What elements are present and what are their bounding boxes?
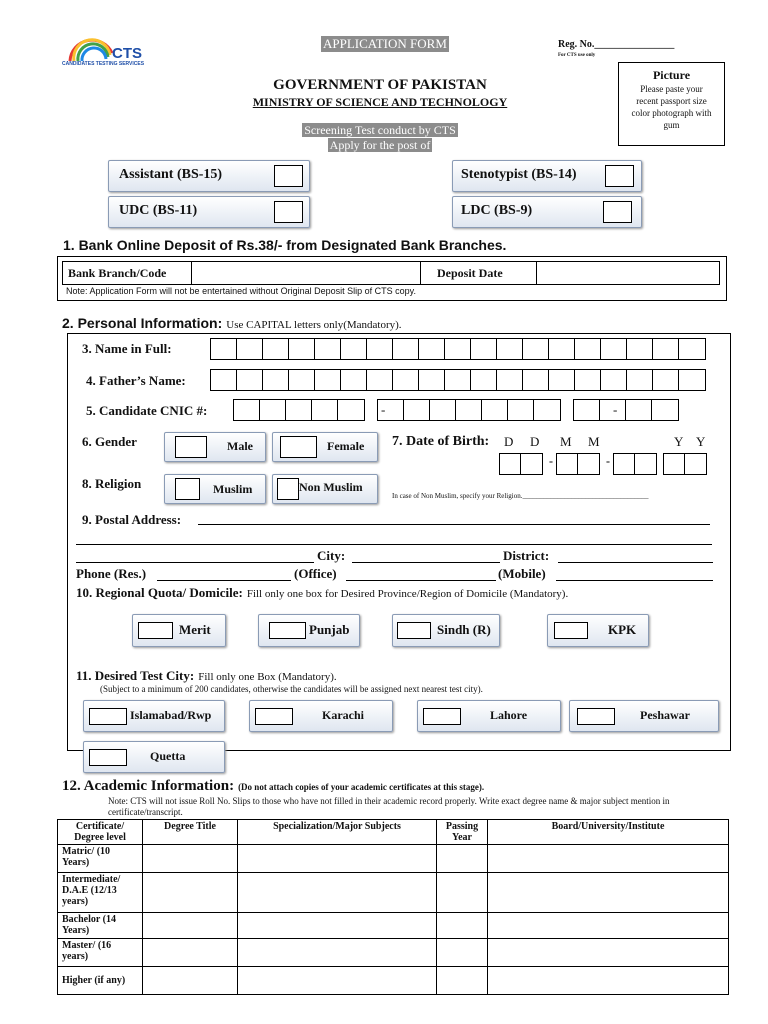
name-char-cell[interactable] bbox=[314, 338, 342, 360]
reg-no: Reg. No.________________ bbox=[558, 39, 675, 50]
post-label: Stenotypist (BS-14) bbox=[461, 167, 577, 182]
religion-note: In case of Non Muslim, specify your Religion.____________________________________ bbox=[392, 492, 649, 500]
table-cell[interactable] bbox=[143, 967, 238, 995]
cnic-char-cell[interactable] bbox=[259, 399, 287, 421]
father-char-cell[interactable] bbox=[626, 369, 654, 391]
office-line[interactable] bbox=[346, 566, 496, 581]
row-label: Intermediate/ D.A.E (12/13 years) bbox=[58, 873, 143, 913]
sindh-label: Sindh (R) bbox=[437, 622, 491, 637]
bank-branch-label: Bank Branch/Code bbox=[68, 266, 167, 280]
screening-text bbox=[230, 123, 530, 153]
cnic-char-cell[interactable] bbox=[625, 399, 653, 421]
mobile-label: (Mobile) bbox=[498, 566, 546, 581]
non-muslim-label: Non Muslim bbox=[299, 480, 363, 494]
academic-heading-row bbox=[62, 777, 484, 795]
city-lahore[interactable] bbox=[417, 700, 561, 732]
postal-label: 9. Postal Address: bbox=[82, 512, 182, 527]
muslim-checkbox[interactable] bbox=[175, 478, 200, 500]
female-checkbox[interactable] bbox=[280, 436, 317, 458]
col-degree-title: Degree Title bbox=[143, 820, 238, 845]
ministry-title: MINISTRY OF SCIENCE AND TECHNOLOGY bbox=[252, 95, 508, 109]
post-ldc[interactable] bbox=[452, 196, 642, 228]
city-heading-row bbox=[76, 667, 337, 685]
father-char-cell[interactable] bbox=[366, 369, 394, 391]
gender-female[interactable] bbox=[272, 432, 378, 462]
quota-kpk[interactable] bbox=[547, 614, 649, 647]
post-stenotypist[interactable] bbox=[452, 160, 642, 192]
father-char-cell[interactable] bbox=[314, 369, 342, 391]
peshawar-label: Peshawar bbox=[640, 708, 690, 722]
father-char-cell[interactable] bbox=[496, 369, 524, 391]
quetta-checkbox[interactable] bbox=[89, 749, 127, 766]
father-char-cell[interactable] bbox=[340, 369, 368, 391]
lahore-checkbox[interactable] bbox=[423, 708, 461, 725]
city-karachi[interactable] bbox=[249, 700, 393, 732]
table-cell[interactable] bbox=[488, 913, 729, 939]
father-char-cell[interactable] bbox=[418, 369, 446, 391]
name-char-cell[interactable] bbox=[574, 338, 602, 360]
peshawar-checkbox[interactable] bbox=[577, 708, 615, 725]
bank-table bbox=[57, 256, 727, 301]
name-char-cell[interactable] bbox=[262, 338, 290, 360]
city-line[interactable] bbox=[352, 548, 500, 563]
quota-sindh[interactable] bbox=[392, 614, 500, 647]
cnic-char-cell[interactable] bbox=[651, 399, 679, 421]
col-specialization: Specialization/Major Subjects bbox=[238, 820, 437, 845]
deposit-date-label: Deposit Date bbox=[437, 266, 503, 280]
table-cell[interactable] bbox=[238, 845, 437, 873]
kpk-checkbox[interactable] bbox=[554, 622, 588, 639]
lahore-label: Lahore bbox=[490, 708, 528, 722]
father-char-cell[interactable] bbox=[288, 369, 316, 391]
dob-letter-m2: M bbox=[588, 434, 600, 449]
father-char-cell[interactable] bbox=[600, 369, 628, 391]
table-cell[interactable] bbox=[143, 873, 238, 913]
name-char-cell[interactable] bbox=[678, 338, 706, 360]
dob-char-cell[interactable] bbox=[499, 453, 522, 475]
dob-char-cell[interactable] bbox=[577, 453, 600, 475]
father-char-cell[interactable] bbox=[548, 369, 576, 391]
dob-char-cell[interactable] bbox=[663, 453, 686, 475]
dob-char-cell[interactable] bbox=[613, 453, 636, 475]
table-row bbox=[58, 873, 729, 913]
quetta-label: Quetta bbox=[150, 749, 186, 763]
name-char-cell[interactable] bbox=[600, 338, 628, 360]
bank-note: Note: Application Form will not be entertained without Original Deposit Slip of CTS copy. bbox=[66, 286, 417, 296]
non-muslim-checkbox[interactable] bbox=[277, 478, 299, 500]
row-label: Matric/ (10 Years) bbox=[58, 845, 143, 873]
dob-letter-d2: D bbox=[530, 434, 540, 449]
dob-char-cell[interactable] bbox=[556, 453, 579, 475]
post-label: Assistant (BS-15) bbox=[119, 167, 223, 182]
quota-punjab[interactable] bbox=[258, 614, 360, 647]
apply-line: Apply for the post of bbox=[329, 138, 431, 152]
reg-note: For CTS use only bbox=[558, 53, 596, 58]
name-char-cell[interactable] bbox=[444, 338, 472, 360]
karachi-label: Karachi bbox=[322, 708, 364, 722]
logo-text: CTS bbox=[112, 45, 142, 62]
cnic-char-cell[interactable] bbox=[481, 399, 509, 421]
city-note: Fill only one Box (Mandatory). bbox=[198, 671, 337, 683]
phone-line[interactable] bbox=[157, 566, 291, 581]
city-label: City: bbox=[317, 548, 346, 563]
sindh-checkbox[interactable] bbox=[397, 622, 431, 639]
quota-merit[interactable] bbox=[132, 614, 226, 647]
city-subnote: (Subject to a minimum of 200 candidates, otherwise the candidates will be assigned next nearest test city). bbox=[100, 684, 483, 694]
name-char-cell[interactable] bbox=[236, 338, 264, 360]
father-char-cell[interactable] bbox=[470, 369, 498, 391]
name-char-cell[interactable] bbox=[392, 338, 420, 360]
name-char-cell[interactable] bbox=[652, 338, 680, 360]
dob-letter-d1: D bbox=[504, 434, 514, 449]
father-char-cell[interactable] bbox=[574, 369, 602, 391]
religion-label: 8. Religion bbox=[82, 476, 142, 491]
cnic-char-cell[interactable] bbox=[233, 399, 261, 421]
table-cell[interactable] bbox=[488, 967, 729, 995]
father-char-cell[interactable] bbox=[392, 369, 420, 391]
punjab-checkbox[interactable] bbox=[269, 622, 306, 639]
mobile-line[interactable] bbox=[556, 566, 713, 581]
dob-char-cell[interactable] bbox=[520, 453, 543, 475]
screening-line: Screening Test conduct by CTS bbox=[304, 123, 456, 137]
district-line[interactable] bbox=[558, 548, 713, 563]
table-row bbox=[58, 913, 729, 939]
deposit-date-input[interactable] bbox=[536, 262, 719, 284]
col-certificate: Certificate/ Degree level bbox=[58, 820, 143, 845]
father-char-cell[interactable] bbox=[210, 369, 238, 391]
name-char-cell[interactable] bbox=[340, 338, 368, 360]
name-char-cell[interactable] bbox=[522, 338, 550, 360]
post-udc[interactable] bbox=[108, 196, 310, 228]
row-label: Higher (if any) bbox=[58, 967, 143, 995]
cnic-dash-2: - bbox=[613, 402, 618, 417]
islamabad-checkbox[interactable] bbox=[89, 708, 127, 725]
bank-row bbox=[62, 261, 720, 285]
district-label: District: bbox=[503, 548, 550, 563]
table-cell[interactable] bbox=[238, 967, 437, 995]
gov-title: GOVERNMENT OF PAKISTAN bbox=[273, 77, 487, 93]
city-heading: 11. Desired Test City: bbox=[76, 668, 195, 683]
office-label: (Office) bbox=[294, 566, 337, 581]
col-passing-year: Passing Year bbox=[437, 820, 488, 845]
gender-male[interactable] bbox=[164, 432, 266, 462]
quota-heading: 10. Regional Quota/ Domicile: bbox=[76, 585, 243, 600]
row-label: Master/ (16 years) bbox=[58, 939, 143, 967]
male-label: Male bbox=[227, 439, 253, 453]
post-label: UDC (BS-11) bbox=[119, 203, 198, 218]
father-char-cell[interactable] bbox=[236, 369, 264, 391]
row-label: Bachelor (14 Years) bbox=[58, 913, 143, 939]
table-cell[interactable] bbox=[238, 873, 437, 913]
dob-letter-m1: M bbox=[560, 434, 572, 449]
karachi-checkbox[interactable] bbox=[255, 708, 293, 725]
cnic-dash-1: - bbox=[381, 402, 386, 417]
postal-line-2[interactable] bbox=[76, 530, 712, 545]
male-checkbox[interactable] bbox=[175, 436, 207, 458]
father-char-cell[interactable] bbox=[444, 369, 472, 391]
rainbow-icon bbox=[66, 33, 116, 63]
table-cell[interactable] bbox=[437, 845, 488, 873]
father-char-cell[interactable] bbox=[652, 369, 680, 391]
cnic-char-cell[interactable] bbox=[573, 399, 601, 421]
religion-non-muslim[interactable] bbox=[272, 474, 378, 504]
father-char-cell[interactable] bbox=[678, 369, 706, 391]
cnic-char-cell[interactable] bbox=[455, 399, 483, 421]
table-row bbox=[58, 845, 729, 873]
table-cell[interactable] bbox=[488, 873, 729, 913]
merit-label: Merit bbox=[179, 622, 211, 637]
postal-line-1[interactable] bbox=[198, 510, 710, 525]
cnic-char-cell[interactable] bbox=[403, 399, 431, 421]
dob-char-cell[interactable] bbox=[684, 453, 707, 475]
quota-note: Fill only one box for Desired Province/Region of Domicile (Mandatory). bbox=[246, 588, 569, 600]
quota-heading-row bbox=[76, 584, 568, 602]
personal-heading-row bbox=[62, 315, 402, 333]
dob-char-cell[interactable] bbox=[634, 453, 657, 475]
table-cell[interactable] bbox=[143, 939, 238, 967]
punjab-label: Punjab bbox=[309, 622, 350, 637]
name-char-cell[interactable] bbox=[288, 338, 316, 360]
cnic-label: 5. Candidate CNIC #: bbox=[86, 403, 208, 418]
city-quetta[interactable] bbox=[83, 741, 225, 773]
muslim-label: Muslim bbox=[213, 482, 253, 496]
gender-label: 6. Gender bbox=[82, 434, 137, 449]
table-cell[interactable] bbox=[143, 913, 238, 939]
father-label: 4. Father’s Name: bbox=[86, 373, 186, 388]
post-checkbox[interactable] bbox=[274, 201, 303, 223]
personal-note: Use CAPITAL letters only(Mandatory). bbox=[226, 319, 402, 331]
table-cell[interactable] bbox=[143, 845, 238, 873]
post-checkbox[interactable] bbox=[605, 165, 634, 187]
academic-note: Note: CTS will not issue Roll No. Slips to those who have not filled in their academic record properly. Write exact degree name & major subject mention in certificate/transcript. bbox=[108, 796, 670, 817]
post-checkbox[interactable] bbox=[603, 201, 632, 223]
cnic-char-cell[interactable] bbox=[533, 399, 561, 421]
academic-heading-note: (Do not attach copies of your academic certificates at this stage). bbox=[238, 782, 485, 792]
city-islamabad[interactable] bbox=[83, 700, 225, 732]
table-row bbox=[58, 939, 729, 967]
table-cell[interactable] bbox=[238, 939, 437, 967]
bank-heading: 1. Bank Online Deposit of Rs.38/- from Designated Bank Branches. bbox=[63, 237, 507, 253]
cnic-char-cell[interactable] bbox=[311, 399, 339, 421]
table-cell[interactable] bbox=[488, 845, 729, 873]
col-board: Board/University/Institute bbox=[488, 820, 729, 845]
picture-box[interactable] bbox=[618, 62, 725, 146]
cnic-char-cell[interactable] bbox=[337, 399, 365, 421]
name-char-cell[interactable] bbox=[418, 338, 446, 360]
dob-dash-1: - bbox=[549, 454, 553, 468]
post-label: LDC (BS-9) bbox=[461, 203, 533, 218]
father-char-cell[interactable] bbox=[522, 369, 550, 391]
name-label: 3. Name in Full: bbox=[82, 341, 172, 356]
cts-logo bbox=[62, 33, 162, 71]
dob-letter-y2: Y bbox=[696, 434, 706, 449]
name-char-cell[interactable] bbox=[470, 338, 498, 360]
form-title: APPLICATION FORM bbox=[323, 36, 447, 51]
logo-subtitle: CANDIDATES TESTING SERVICES bbox=[62, 61, 145, 67]
table-cell[interactable] bbox=[437, 939, 488, 967]
kpk-label: KPK bbox=[608, 622, 637, 637]
post-assistant[interactable] bbox=[108, 160, 310, 192]
picture-text: Please paste your recent passport size color photograph with gum bbox=[631, 84, 712, 130]
address-line-3[interactable] bbox=[76, 548, 314, 563]
phone-label: Phone (Res.) bbox=[76, 566, 147, 581]
female-label: Female bbox=[327, 439, 365, 453]
father-char-cell[interactable] bbox=[262, 369, 290, 391]
table-cell[interactable] bbox=[437, 913, 488, 939]
dob-label: 7. Date of Birth: bbox=[392, 434, 490, 449]
name-char-cell[interactable] bbox=[210, 338, 238, 360]
dob-letter-y1: Y bbox=[674, 434, 684, 449]
name-char-cell[interactable] bbox=[366, 338, 394, 360]
city-peshawar[interactable] bbox=[569, 700, 719, 732]
academic-table bbox=[57, 819, 729, 995]
personal-heading: 2. Personal Information: bbox=[62, 315, 223, 331]
name-char-cell[interactable] bbox=[496, 338, 524, 360]
table-cell[interactable] bbox=[488, 939, 729, 967]
academic-header-row bbox=[58, 820, 729, 845]
dob-dash-2: - bbox=[606, 454, 610, 468]
islamabad-label: Islamabad/Rwp bbox=[130, 708, 212, 722]
table-row bbox=[58, 967, 729, 995]
table-cell[interactable] bbox=[238, 913, 437, 939]
picture-title: Picture bbox=[652, 68, 691, 82]
academic-heading: 12. Academic Information: bbox=[62, 778, 235, 794]
cnic-char-cell[interactable] bbox=[429, 399, 457, 421]
religion-muslim[interactable] bbox=[164, 474, 266, 504]
table-cell[interactable] bbox=[437, 873, 488, 913]
merit-checkbox[interactable] bbox=[138, 622, 173, 639]
name-char-cell[interactable] bbox=[548, 338, 576, 360]
post-checkbox[interactable] bbox=[274, 165, 303, 187]
name-char-cell[interactable] bbox=[626, 338, 654, 360]
table-cell[interactable] bbox=[437, 967, 488, 995]
cnic-char-cell[interactable] bbox=[507, 399, 535, 421]
cnic-char-cell[interactable] bbox=[285, 399, 313, 421]
bank-branch-input[interactable] bbox=[191, 262, 421, 284]
